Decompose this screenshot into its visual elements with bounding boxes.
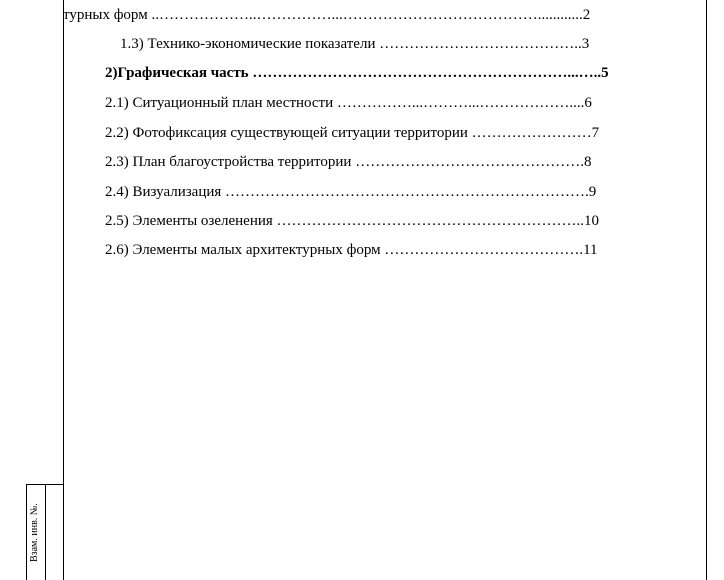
toc-item: турных форм ..………………..……………...…………………………………............2	[63, 7, 591, 23]
stamp-divider	[45, 484, 46, 580]
frame-left-border	[63, 0, 64, 580]
stamp-label: Взам. инв. №.	[29, 503, 40, 562]
toc-item: 2.6) Элементы малых архитектурных форм ………………………………….11	[105, 242, 598, 258]
stamp-left-border	[26, 484, 27, 580]
toc-item: 2.3) План благоустройства территории ……………………………………….8	[105, 154, 592, 170]
toc-item: 1.3) Технико-экономические показатели …………………………………..3	[120, 36, 590, 52]
toc-item: 2.1) Ситуационный план местности ……………...………...………………....6	[105, 95, 592, 111]
toc-item: 2.2) Фотофиксация существующей ситуации территории ……………………7	[105, 125, 600, 141]
frame-right-border	[706, 0, 707, 580]
toc-section-heading: 2)Графическая часть ………………………………………………………...…..5	[105, 65, 609, 81]
toc-item: 2.4) Визуализация ……………………………………………………………….9	[105, 184, 597, 200]
toc-item: 2.5) Элементы озеленения ……………………………………………………..10	[105, 213, 600, 229]
